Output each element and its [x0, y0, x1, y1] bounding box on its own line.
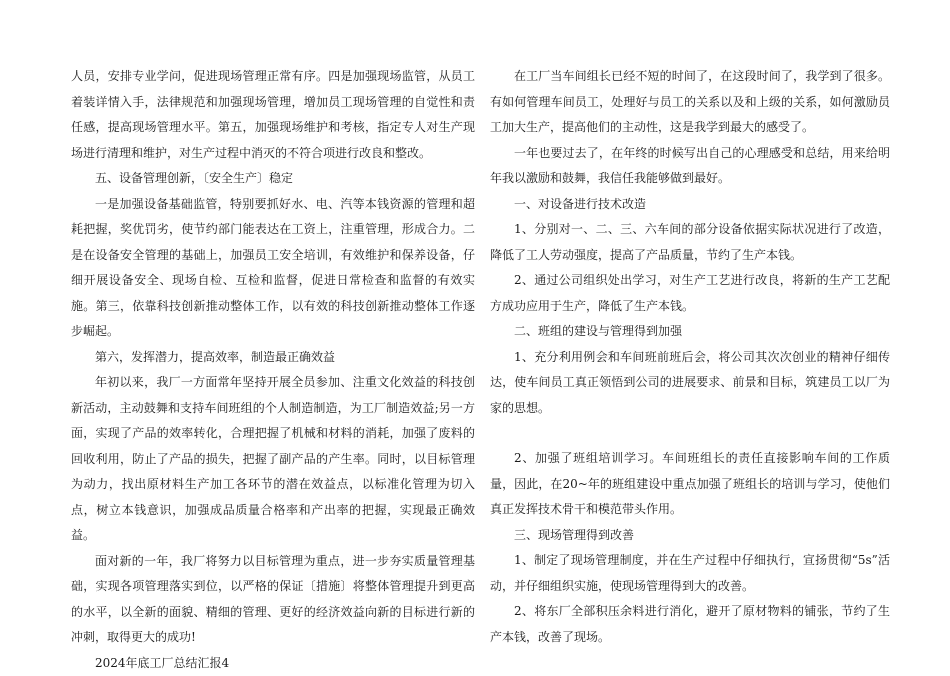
item-process-improvement: 2、通过公司组织处出学习，对生产工艺进行改良，将新的生产工艺配方成功应用于生产，降低了生产本钱。: [490, 268, 890, 319]
heading-tech-upgrade: 一、对设备进行技术改造: [490, 192, 890, 218]
right-column: [490, 64, 890, 650]
heading-efficiency: 第六，发挥潜力，提高效率，制造最正确效益: [71, 345, 475, 371]
blank-line: [490, 421, 890, 446]
heading-site-improvement: 三、现场管理得到改善: [490, 523, 890, 549]
paragraph-year-end: 一年也要过去了，在年终的时候写出自己的心理感受和总结，用来给明年我以激励和鼓舞，我信任我能够做到最好。: [490, 141, 890, 192]
left-column: [71, 64, 475, 676]
paragraph-equipment-supervision: 一是加强设备基础监管，特别要抓好水、电、汽等本钱资源的管理和超耗把握，奖优罚劣，使节约部门能表达在工资上，注重管理，形成合力。二是在设备安全管理的基础上，加强员工安全培训，有效维护和保养设备，仔细开展设备安全、现场自检、互检和监督，促进日常检查和监督的有效实施。第三，依靠科技创新推动整体工作，以有效的科技创新推动整体工作逐步崛起。: [71, 192, 475, 345]
item-meetings: 1、充分利用例会和车间班前班后会，将公司其次次创业的精神仔细传达，使车间员工真正领悟到公司的进展要求、前景和目标，筑建员工以厂为家的思想。: [490, 345, 890, 422]
paragraph-site-management: 人员，安排专业学问，促进现场管理正常有序。四是加强现场监管，从员工着装详情入手，法律规范和加强现场管理，增加员工现场管理的自觉性和责任感，提高现场管理水平。第五，加强现场维护和考核，指定专人对生产现场进行清理和维护，对生产过程中消灭的不符合项进行改良和整改。: [71, 64, 475, 166]
item-material-digestion: 2、将东厂全部积压余料进行消化，避开了原材物料的铺张，节约了生产本钱，改善了现场。: [490, 599, 890, 650]
paragraph-intro: 在工厂当车间组长已经不短的时间了，在这段时间了，我学到了很多。有如何管理车间员工，处理好与员工的关系以及和上级的关系，如何激励员工加大生产，提高他们的主动性，这是我学到最大的感受了。: [490, 64, 890, 141]
heading-team-building: 二、班组的建设与管理得到加强: [490, 319, 890, 345]
heading-equipment-safety: 五、设备管理创新，〔安全生产〕稳定: [71, 166, 475, 192]
paragraph-innovation: 年初以来，我厂一方面常年坚持开展全员参加、注重文化效益的科技创新活动，主动鼓舞和支持车间班组的个人制造制造，为工厂制造效益;另一方面，实现了产品的效率转化，合理把握了机械和材料的消耗，加强了废料的回收利用，防止了产品的损失，把握了副产品的产生率。同时，以目标管理为动力，找出原材料生产加工各环节的潜在效益点，以标准化管理为切入点，树立本钱意识，加强成品质量合格率和产出率的把握，实现最正确效益。: [71, 370, 475, 549]
section-title-report-4: 2024年底工厂总结汇报4: [71, 651, 475, 676]
item-equipment-retrofit: 1、分别对一、二、三、六车间的部分设备依据实际状况进行了改造，降低了工人劳动强度，提高了产品质量，节约了生产本钱。: [490, 217, 890, 268]
item-training: 2、加强了班组培训学习。车间班组长的责任直接影响车间的工作质量，因此，在20~年的班组建设中重点加强了班组长的培训与学习，使他们真正发挥技术骨干和模范带头作用。: [490, 446, 890, 523]
item-5s-system: 1、制定了现场管理制度，并在生产过程中仔细执行，宣扬贯彻“5s”活动，并仔细组织实施，使现场管理得到大的改善。: [490, 548, 890, 599]
paragraph-new-year: 面对新的一年，我厂将努力以目标管理为重点，进一步夯实质量管理基础，实现各项管理落实到位，以严格的保证〔措施〕将整体管理提升到更高的水平，以全新的面貌、精细的管理、更好的经济效益向新的目标进行新的冲刺，取得更大的成功!: [71, 549, 475, 651]
